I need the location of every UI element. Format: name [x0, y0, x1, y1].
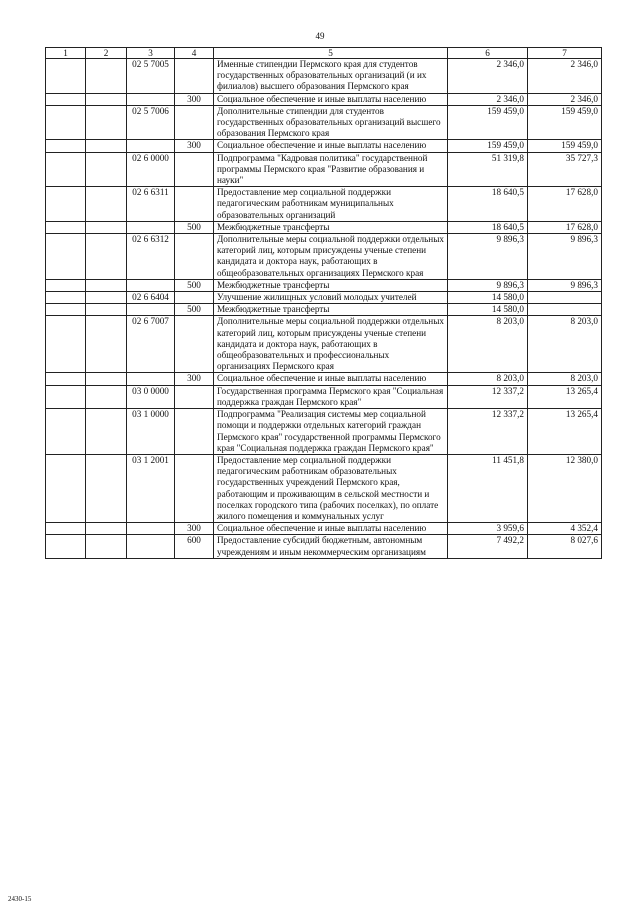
table-row: [46, 152, 602, 187]
item-name: Предоставление субсидий бюджетным, автономным учреждениям и иным некоммерческим организациям: [214, 535, 448, 558]
target-code: 02 6 0000: [127, 152, 175, 187]
target-code: [127, 304, 175, 316]
item-name: Предоставление мер социальной поддержки педагогическим работникам муниципальных образовательных организаций: [214, 187, 448, 222]
cell-col-2: [86, 187, 127, 222]
item-name: Межбюджетные трансферты: [214, 221, 448, 233]
target-code: 02 6 6311: [127, 187, 175, 222]
amount-year-2: 2 346,0: [528, 93, 602, 105]
amount-year-1: 51 319,8: [448, 152, 528, 187]
amount-year-2: 12 380,0: [528, 454, 602, 522]
table-row: [46, 316, 602, 373]
cell-col-2: [86, 221, 127, 233]
expense-type: 300: [175, 140, 214, 152]
cell-col-2: [86, 373, 127, 385]
expense-type: [175, 59, 214, 94]
target-code: [127, 279, 175, 291]
cell-col-1: [46, 279, 86, 291]
page-number: 49: [315, 31, 325, 41]
amount-year-1: 3 959,6: [448, 523, 528, 535]
expense-type: [175, 385, 214, 408]
item-name: Социальное обеспечение и иные выплаты населению: [214, 140, 448, 152]
target-code: 03 1 2001: [127, 454, 175, 522]
amount-year-2: 4 352,4: [528, 523, 602, 535]
cell-col-2: [86, 535, 127, 558]
table-row: [46, 304, 602, 316]
amount-year-1: 14 580,0: [448, 304, 528, 316]
target-code: [127, 373, 175, 385]
header-col-4: 4: [175, 48, 214, 59]
cell-col-1: [46, 140, 86, 152]
cell-col-2: [86, 279, 127, 291]
cell-col-2: [86, 59, 127, 94]
amount-year-2: 8 203,0: [528, 373, 602, 385]
amount-year-1: 9 896,3: [448, 234, 528, 280]
expense-type: [175, 454, 214, 522]
table-row: [46, 105, 602, 140]
cell-col-1: [46, 454, 86, 522]
table-row: [46, 292, 602, 304]
amount-year-2: 17 628,0: [528, 187, 602, 222]
expense-type: 500: [175, 304, 214, 316]
item-name: Межбюджетные трансферты: [214, 279, 448, 291]
amount-year-1: 8 203,0: [448, 373, 528, 385]
item-name: Межбюджетные трансферты: [214, 304, 448, 316]
table-row: [46, 373, 602, 385]
cell-col-1: [46, 385, 86, 408]
amount-year-2: 9 896,3: [528, 279, 602, 291]
amount-year-1: 2 346,0: [448, 59, 528, 94]
target-code: [127, 221, 175, 233]
item-name: Социальное обеспечение и иные выплаты населению: [214, 93, 448, 105]
expense-type: [175, 234, 214, 280]
amount-year-1: 18 640,5: [448, 221, 528, 233]
cell-col-1: [46, 535, 86, 558]
cell-col-1: [46, 304, 86, 316]
header-col-1: 1: [46, 48, 86, 59]
amount-year-2: 17 628,0: [528, 221, 602, 233]
header-row: [46, 48, 602, 59]
amount-year-2: 13 265,4: [528, 409, 602, 455]
item-name: Подпрограмма "Кадровая политика" государственной программы Пермского края "Развитие образования и науки": [214, 152, 448, 187]
cell-col-1: [46, 105, 86, 140]
table-row: [46, 385, 602, 408]
expense-type: 500: [175, 279, 214, 291]
cell-col-2: [86, 93, 127, 105]
amount-year-2: [528, 292, 602, 304]
cell-col-1: [46, 409, 86, 455]
target-code: [127, 535, 175, 558]
target-code: 02 6 6404: [127, 292, 175, 304]
expense-type: 300: [175, 373, 214, 385]
target-code: 03 1 0000: [127, 409, 175, 455]
target-code: [127, 93, 175, 105]
cell-col-2: [86, 409, 127, 455]
target-code: [127, 523, 175, 535]
table-row: [46, 187, 602, 222]
item-name: Социальное обеспечение и иные выплаты населению: [214, 523, 448, 535]
amount-year-2: 35 727,3: [528, 152, 602, 187]
target-code: 02 5 7006: [127, 105, 175, 140]
amount-year-1: 7 492,2: [448, 535, 528, 558]
amount-year-1: 11 451,8: [448, 454, 528, 522]
cell-col-1: [46, 59, 86, 94]
expense-type: [175, 316, 214, 373]
table-row: [46, 535, 602, 558]
cell-col-2: [86, 105, 127, 140]
item-name: Государственная программа Пермского края "Социальная поддержка граждан Пермского края": [214, 385, 448, 408]
cell-col-2: [86, 152, 127, 187]
amount-year-2: [528, 304, 602, 316]
table-row: [46, 523, 602, 535]
item-name: Дополнительные меры социальной поддержки отдельных категорий лиц, которым присуждены ученые степени кандидата и доктора наук, работающих в общеобразовательных организациях Пермского края: [214, 234, 448, 280]
cell-col-2: [86, 454, 127, 522]
expense-type: [175, 409, 214, 455]
amount-year-1: 159 459,0: [448, 105, 528, 140]
cell-col-1: [46, 292, 86, 304]
header-col-5: 5: [214, 48, 448, 59]
cell-col-1: [46, 152, 86, 187]
cell-col-2: [86, 523, 127, 535]
item-name: Именные стипендии Пермского края для студентов государственных образовательных организаций (и их филиалов) высшего образования Пермского края: [214, 59, 448, 94]
cell-col-1: [46, 316, 86, 373]
cell-col-2: [86, 316, 127, 373]
cell-col-2: [86, 292, 127, 304]
amount-year-2: 8 203,0: [528, 316, 602, 373]
amount-year-2: 8 027,6: [528, 535, 602, 558]
expense-type: 300: [175, 523, 214, 535]
item-name: Подпрограмма "Реализация системы мер социальной помощи и поддержки отдельных категорий граждан Пермского края" государственной программы Пермского края "Социальная поддержка граждан Пермского края": [214, 409, 448, 455]
table-row: [46, 279, 602, 291]
target-code: 03 0 0000: [127, 385, 175, 408]
footer-code: 2430-15: [8, 895, 32, 903]
table-row: [46, 140, 602, 152]
cell-col-1: [46, 234, 86, 280]
item-name: Дополнительные стипендии для студентов государственных образовательных организаций высшего образования Пермского края: [214, 105, 448, 140]
cell-col-1: [46, 187, 86, 222]
table-row: [46, 409, 602, 455]
header-col-6: 6: [448, 48, 528, 59]
table-body: [46, 59, 602, 559]
amount-year-2: 9 896,3: [528, 234, 602, 280]
table-row: [46, 59, 602, 94]
expense-type: 500: [175, 221, 214, 233]
amount-year-2: 13 265,4: [528, 385, 602, 408]
amount-year-2: 159 459,0: [528, 105, 602, 140]
target-code: 02 6 7007: [127, 316, 175, 373]
item-name: Предоставление мер социальной поддержки педагогическим работникам образовательных государственных учреждений Пермского края, работающим и проживающим в сельской местности и поселках городского типа (рабочих поселках), по оплате жилого помещения и коммунальных услуг: [214, 454, 448, 522]
target-code: 02 5 7005: [127, 59, 175, 94]
amount-year-1: 2 346,0: [448, 93, 528, 105]
cell-col-2: [86, 140, 127, 152]
amount-year-1: 9 896,3: [448, 279, 528, 291]
header-col-2: 2: [86, 48, 127, 59]
cell-col-2: [86, 304, 127, 316]
expense-type: [175, 105, 214, 140]
table-row: [46, 221, 602, 233]
expense-type: [175, 152, 214, 187]
amount-year-1: 12 337,2: [448, 409, 528, 455]
table-row: [46, 454, 602, 522]
amount-year-2: 2 346,0: [528, 59, 602, 94]
amount-year-1: 8 203,0: [448, 316, 528, 373]
amount-year-2: 159 459,0: [528, 140, 602, 152]
table-row: [46, 234, 602, 280]
expense-type: [175, 292, 214, 304]
table-row: [46, 93, 602, 105]
budget-table: [45, 47, 602, 559]
item-name: Социальное обеспечение и иные выплаты населению: [214, 373, 448, 385]
amount-year-1: 159 459,0: [448, 140, 528, 152]
cell-col-1: [46, 373, 86, 385]
item-name: Улучшение жилищных условий молодых учителей: [214, 292, 448, 304]
expense-type: 600: [175, 535, 214, 558]
cell-col-1: [46, 221, 86, 233]
cell-col-1: [46, 523, 86, 535]
expense-type: [175, 187, 214, 222]
amount-year-1: 12 337,2: [448, 385, 528, 408]
header-col-7: 7: [528, 48, 602, 59]
cell-col-2: [86, 234, 127, 280]
expense-type: 300: [175, 93, 214, 105]
cell-col-1: [46, 93, 86, 105]
amount-year-1: 14 580,0: [448, 292, 528, 304]
item-name: Дополнительные меры социальной поддержки отдельных категорий лиц, которым присуждены ученые степени кандидата и доктора наук, работающих в общеобразовательных и профессиональных организациях Пермского края: [214, 316, 448, 373]
header-col-3: 3: [127, 48, 175, 59]
target-code: [127, 140, 175, 152]
cell-col-2: [86, 385, 127, 408]
target-code: 02 6 6312: [127, 234, 175, 280]
amount-year-1: 18 640,5: [448, 187, 528, 222]
